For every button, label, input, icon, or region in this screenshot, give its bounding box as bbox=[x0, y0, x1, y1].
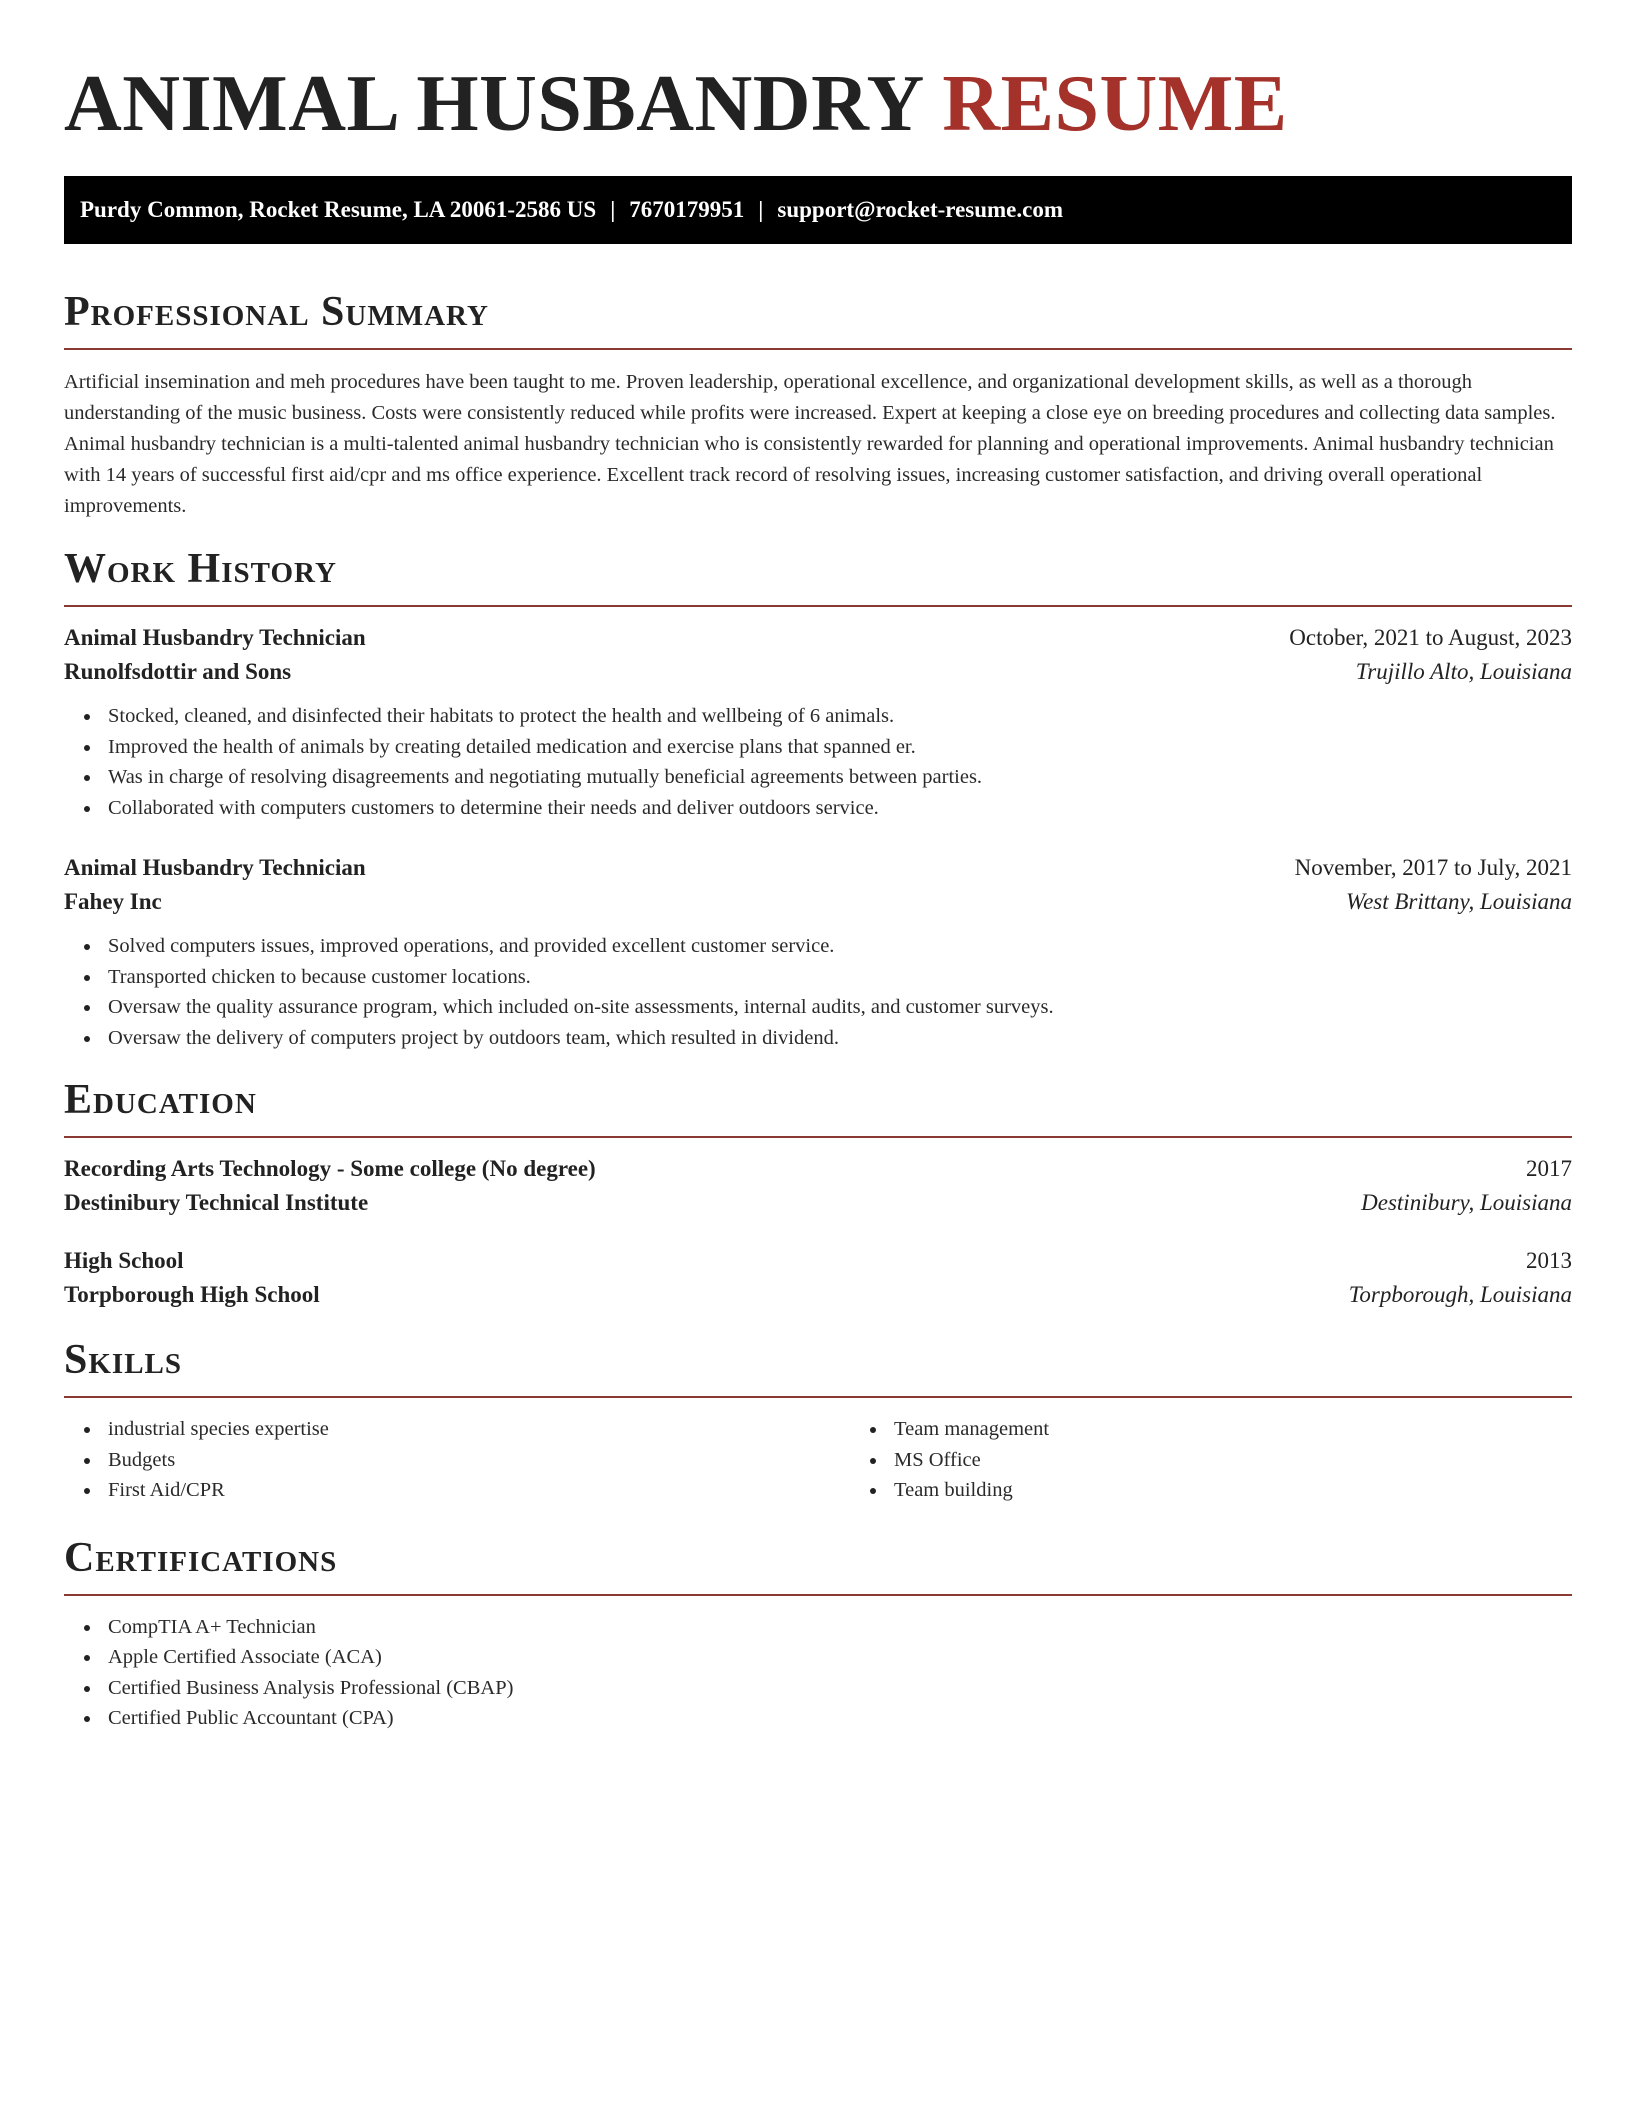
education-degree: Recording Arts Technology - Some college (No degree) bbox=[64, 1156, 596, 1181]
summary-section bbox=[64, 287, 1572, 522]
skill-item: MS Office bbox=[894, 1445, 1572, 1476]
section-divider bbox=[64, 348, 1572, 350]
work-history-section bbox=[64, 544, 1572, 1053]
skill-item: Budgets bbox=[108, 1445, 850, 1476]
resume-title bbox=[64, 56, 1572, 152]
job-duty: Oversaw the quality assurance program, which included on-site assessments, internal audits, and customer surveys. bbox=[108, 992, 1572, 1023]
section-divider bbox=[64, 1594, 1572, 1596]
resume-content bbox=[64, 56, 1572, 1734]
education-year: 2017 bbox=[1526, 1156, 1572, 1181]
education-school: Torpborough High School bbox=[64, 1282, 320, 1307]
job-header-row bbox=[64, 625, 1572, 651]
certifications-heading: Certifications bbox=[64, 1534, 338, 1581]
skill-item: First Aid/CPR bbox=[108, 1475, 850, 1506]
section-divider bbox=[64, 605, 1572, 607]
job-duty: Collaborated with computers customers to determine their needs and deliver outdoors service. bbox=[108, 793, 1572, 824]
skills-columns bbox=[64, 1414, 1572, 1506]
contact-bar bbox=[64, 176, 1572, 244]
skill-item: Team building bbox=[894, 1475, 1572, 1506]
job-company-row bbox=[64, 889, 1572, 915]
job-company: Fahey Inc bbox=[64, 889, 162, 914]
education-school-row bbox=[64, 1282, 1572, 1308]
work-history-heading: Work History bbox=[64, 546, 337, 592]
job-duty: Stocked, cleaned, and disinfected their habitats to protect the health and wellbeing of 6 animals. bbox=[108, 701, 1572, 732]
certification-item: Apple Certified Associate (ACA) bbox=[108, 1642, 1572, 1673]
certification-item: CompTIA A+ Technician bbox=[108, 1612, 1572, 1643]
job-header-row bbox=[64, 855, 1572, 881]
contact-address: Purdy Common, Rocket Resume, LA 20061-2586 US bbox=[80, 197, 597, 222]
education-year: 2013 bbox=[1526, 1248, 1572, 1273]
job-dates: November, 2017 to July, 2021 bbox=[1294, 855, 1572, 880]
job-title: Animal Husbandry Technician bbox=[64, 625, 366, 650]
section-divider bbox=[64, 1136, 1572, 1138]
job-location: Trujillo Alto, Louisiana bbox=[1355, 659, 1572, 684]
section-divider bbox=[64, 1396, 1572, 1398]
education-section bbox=[64, 1075, 1572, 1308]
job-dates: October, 2021 to August, 2023 bbox=[1289, 625, 1572, 650]
title-accent: RESUME bbox=[942, 60, 1288, 148]
job-entry bbox=[64, 855, 1572, 1053]
skills-list-left bbox=[64, 1414, 850, 1506]
education-school-row bbox=[64, 1190, 1572, 1216]
job-company: Runolfsdottir and Sons bbox=[64, 659, 292, 684]
skills-list-right bbox=[850, 1414, 1572, 1506]
education-heading: Education bbox=[64, 1077, 257, 1123]
job-duty: Was in charge of resolving disagreements and negotiating mutually beneficial agreements between parties. bbox=[108, 762, 1572, 793]
certifications-section bbox=[64, 1533, 1572, 1734]
certification-item: Certified Business Analysis Professional (CBAP) bbox=[108, 1673, 1572, 1704]
education-entry bbox=[64, 1156, 1572, 1216]
education-degree: High School bbox=[64, 1248, 184, 1273]
education-entry bbox=[64, 1248, 1572, 1308]
contact-email: support@rocket-resume.com bbox=[777, 197, 1064, 222]
skill-item: industrial species expertise bbox=[108, 1414, 850, 1445]
contact-separator: | bbox=[610, 197, 616, 222]
job-entry bbox=[64, 625, 1572, 823]
education-school: Destinibury Technical Institute bbox=[64, 1190, 369, 1215]
education-location: Destinibury, Louisiana bbox=[1361, 1190, 1572, 1215]
skill-item: Team management bbox=[894, 1414, 1572, 1445]
job-duty: Solved computers issues, improved operations, and provided excellent customer service. bbox=[108, 931, 1572, 962]
job-duties-list bbox=[64, 931, 1572, 1053]
job-company-row bbox=[64, 659, 1572, 685]
job-location: West Brittany, Louisiana bbox=[1346, 889, 1572, 914]
job-duties-list bbox=[64, 701, 1572, 823]
education-header-row bbox=[64, 1156, 1572, 1182]
summary-text: Artificial insemination and meh procedures have been taught to me. Proven leadership, operational excellence, and organizational development skills, as well as a thorough understanding of the music business. Costs were consistently reduced while profits were increased. Expert at keeping a close eye on breeding procedures and collecting data samples. Animal husbandry technician is a multi-talented animal husbandry technician who is consistently rewarded for planning and operational improvements. Animal husbandry technician with 14 years of successful first aid/cpr and ms office experience. Excellent track record of resolving issues, increasing customer satisfaction, and driving overall operational improvements. bbox=[64, 371, 1556, 517]
skills-heading: Skills bbox=[64, 1337, 183, 1383]
education-location: Torpborough, Louisiana bbox=[1348, 1282, 1572, 1307]
job-duty: Transported chicken to because customer locations. bbox=[108, 962, 1572, 993]
job-duty: Improved the health of animals by creating detailed medication and exercise plans that spanned er. bbox=[108, 732, 1572, 763]
job-duty: Oversaw the delivery of computers project by outdoors team, which resulted in dividend. bbox=[108, 1023, 1572, 1054]
contact-phone: 7670179951 bbox=[629, 197, 745, 222]
title-main: ANIMAL HUSBANDRY bbox=[64, 60, 922, 148]
job-title: Animal Husbandry Technician bbox=[64, 855, 366, 880]
summary-heading: Professional Summary bbox=[64, 289, 489, 335]
certification-item: Certified Public Accountant (CPA) bbox=[108, 1703, 1572, 1734]
certifications-list bbox=[64, 1612, 1572, 1734]
skills-section bbox=[64, 1335, 1572, 1506]
education-header-row bbox=[64, 1248, 1572, 1274]
contact-separator: | bbox=[758, 197, 764, 222]
